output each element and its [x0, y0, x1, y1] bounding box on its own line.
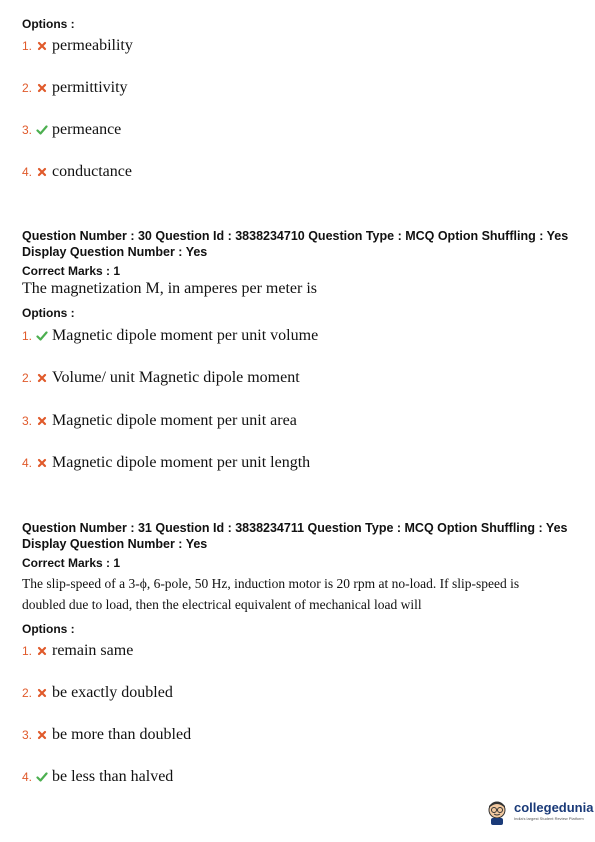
mascot-icon	[486, 800, 508, 826]
q30-correct-marks: Correct Marks : 1	[22, 264, 121, 278]
wrong-cross-icon	[36, 457, 48, 469]
option-number: 3.	[22, 123, 33, 137]
collegedunia-logo	[486, 800, 593, 826]
option-item	[22, 767, 173, 787]
option-number: 4.	[22, 456, 33, 470]
option-item	[22, 326, 318, 346]
option-text: Magnetic dipole moment per unit area	[52, 412, 297, 429]
correct-check-icon	[36, 330, 48, 342]
wrong-cross-icon	[36, 40, 48, 52]
q30-header	[22, 228, 582, 260]
option-text: be more than doubled	[52, 726, 192, 743]
option-number: 4.	[22, 165, 33, 179]
wrong-cross-icon	[36, 729, 48, 741]
option-number: 1.	[22, 644, 33, 658]
option-item	[22, 36, 133, 56]
option-number: 2.	[22, 371, 33, 385]
logo-name: collegedunia	[514, 800, 594, 815]
wrong-cross-icon	[36, 166, 48, 178]
correct-check-icon	[36, 124, 48, 136]
q31-question-line2: doubled due to load, then the electrical equivalent of mechanical load will	[22, 597, 422, 612]
option-text: remain same	[52, 642, 134, 659]
q31-question-text	[22, 573, 582, 615]
option-item	[22, 162, 132, 182]
option-number: 2.	[22, 686, 33, 700]
option-number: 4.	[22, 770, 33, 784]
wrong-cross-icon	[36, 82, 48, 94]
option-text: Magnetic dipole moment per unit length	[52, 454, 311, 471]
option-text: be exactly doubled	[52, 684, 173, 701]
wrong-cross-icon	[36, 415, 48, 427]
option-text: permittivity	[52, 79, 128, 96]
option-number: 3.	[22, 414, 33, 428]
wrong-cross-icon	[36, 687, 48, 699]
wrong-cross-icon	[36, 645, 48, 657]
correct-check-icon	[36, 771, 48, 783]
q31-header	[22, 520, 582, 552]
option-item	[22, 725, 191, 745]
logo-tagline: India's largest Student Review Platform	[514, 816, 584, 821]
option-number: 1.	[22, 39, 33, 53]
q31-header-line1: Question Number : 31 Question Id : 3838234711 Question Type : MCQ Option Shuffling : Yes	[22, 521, 568, 535]
q30-question-text: The magnetization M, in amperes per meter is	[22, 280, 318, 297]
option-text: Magnetic dipole moment per unit volume	[52, 327, 319, 344]
option-item	[22, 411, 297, 431]
option-item	[22, 78, 128, 98]
option-item	[22, 368, 300, 388]
options-label: Options :	[22, 17, 75, 31]
option-text: Volume/ unit Magnetic dipole moment	[52, 369, 300, 386]
wrong-cross-icon	[36, 372, 48, 384]
option-item	[22, 453, 310, 473]
option-text: conductance	[52, 163, 132, 180]
q31-correct-marks: Correct Marks : 1	[22, 556, 121, 570]
q31-options-label: Options :	[22, 622, 75, 636]
option-number: 1.	[22, 329, 33, 343]
option-number: 2.	[22, 81, 33, 95]
q31-header-line2: Display Question Number : Yes	[22, 537, 208, 551]
q31-question-line1: The slip-speed of a 3-ϕ, 6-pole, 50 Hz, induction motor is 20 rpm at no-load. If slip-speed is	[22, 576, 520, 591]
q30-header-line1: Question Number : 30 Question Id : 3838234710 Question Type : MCQ Option Shuffling : Yes	[22, 229, 569, 243]
option-text: permeability	[52, 37, 133, 54]
option-text: permeance	[52, 121, 122, 138]
option-number: 3.	[22, 728, 33, 742]
q30-header-line2: Display Question Number : Yes	[22, 245, 208, 259]
option-item	[22, 120, 121, 140]
q30-options-label: Options :	[22, 306, 75, 320]
option-text: be less than halved	[52, 768, 174, 785]
option-item	[22, 683, 173, 703]
option-item	[22, 641, 133, 661]
